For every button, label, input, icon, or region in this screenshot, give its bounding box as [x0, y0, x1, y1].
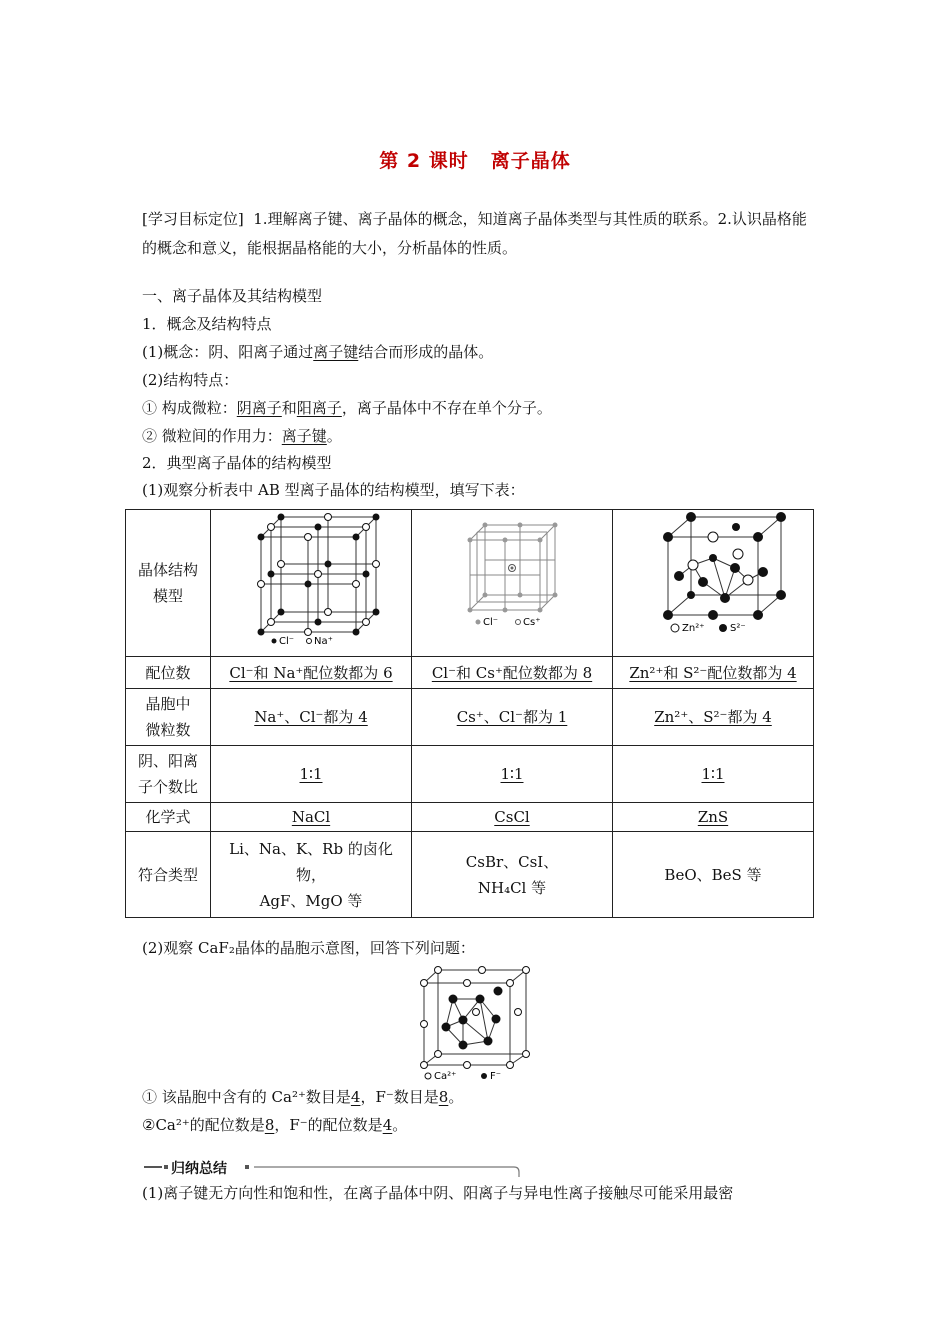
- answer-blank: 1∶1: [299, 765, 323, 783]
- answer-blank: 离子键: [313, 343, 359, 361]
- subheading-concept: 1．概念及结构特点: [142, 315, 272, 333]
- table-row: [126, 746, 814, 803]
- summary-header: [142, 1156, 520, 1178]
- table-row: [126, 657, 814, 689]
- caf2-structure-diagram: [418, 965, 533, 1083]
- objectives-text: 1.理解离子键、离子晶体的概念，知道离子晶体类型与其性质的联系。2.认识晶格能的概念和意义，能根据晶格能的大小，分析晶体的性质。: [142, 210, 807, 257]
- structure-label: (2)结构特点：: [142, 371, 239, 389]
- zns-model-cell: [613, 510, 814, 657]
- answer-blank: 4: [382, 1116, 393, 1134]
- type-cell: Li、Na、K、Rb 的卤化 物， AgF、MgO 等: [211, 832, 412, 918]
- force-line: ② 微粒间的作用力：离子键。: [142, 427, 342, 445]
- answer-blank: Cl⁻和 Cs⁺配位数都为 8: [431, 663, 593, 682]
- cscl-structure-diagram: [412, 510, 612, 648]
- answer-blank: Cl⁻和 Na⁺配位数都为 6: [229, 663, 393, 682]
- answer-blank: 1∶1: [701, 765, 725, 783]
- learning-objectives: [142, 205, 812, 263]
- answer-blank: 4: [350, 1088, 361, 1106]
- answer-blank: ZnS: [697, 808, 729, 826]
- summary-label: 归纳总结: [171, 1161, 227, 1177]
- caf2-question-1: ① 该晶胞中含有的 Ca²⁺数目是4，F⁻数目是8。: [142, 1088, 464, 1106]
- nacl-model-cell: [211, 510, 412, 657]
- answer-blank: Zn²⁺和 S²⁻配位数都为 4: [629, 663, 797, 682]
- objectives-label: [学习目标定位]: [142, 210, 244, 228]
- summary-text: (1)离子键无方向性和饱和性，在离子晶体中阴、阳离子与异电性离子接触尽可能采用最密: [142, 1184, 734, 1202]
- row-header: 化学式: [126, 803, 211, 832]
- caf2-question-2: ②Ca²⁺的配位数是8，F⁻的配位数是4。: [142, 1116, 408, 1134]
- row-header: 配位数: [126, 657, 211, 689]
- cscl-model-cell: [412, 510, 613, 657]
- answer-blank: 阴离子: [236, 399, 282, 417]
- table-row: [126, 803, 814, 832]
- answer-blank: 8: [438, 1088, 449, 1106]
- zns-structure-diagram: [613, 510, 813, 648]
- page-title: 第 2 课时 离子晶体: [379, 150, 571, 172]
- type-cell: CsBr、CsI、 NH₄Cl 等: [412, 832, 613, 918]
- concept-line: (1)概念：阴、阳离子通过离子键结合而形成的晶体。: [142, 343, 494, 361]
- svg-text:Cs⁺: Cs⁺: [523, 617, 541, 628]
- svg-text:Na⁺: Na⁺: [314, 636, 333, 647]
- answer-blank: Na⁺、Cl⁻都为 4: [254, 708, 368, 726]
- answer-blank: 1∶1: [500, 765, 524, 783]
- table-row: [126, 510, 814, 657]
- row-header: 符合类型: [126, 832, 211, 918]
- answer-blank: 阳离子: [296, 399, 342, 417]
- answer-blank: 离子键: [281, 427, 327, 445]
- answer-blank: Zn²⁺、S²⁻都为 4: [654, 708, 772, 726]
- svg-text:S²⁻: S²⁻: [730, 623, 746, 634]
- answer-blank: Cs⁺、Cl⁻都为 1: [456, 708, 568, 726]
- svg-text:Zn²⁺: Zn²⁺: [682, 623, 705, 634]
- svg-text:Ca²⁺: Ca²⁺: [434, 1071, 457, 1082]
- subheading-models: 2．典型离子晶体的结构模型: [142, 454, 332, 472]
- answer-blank: NaCl: [291, 808, 331, 826]
- row-header: 阴、阳离 子个数比: [126, 746, 211, 803]
- type-cell: BeO、BeS 等: [613, 832, 814, 918]
- row-header: 晶体结构 模型: [126, 510, 211, 657]
- caf2-instruction: (2)观察 CaF₂晶体的晶胞示意图，回答下列问题：: [142, 939, 475, 957]
- svg-text:F⁻: F⁻: [490, 1071, 502, 1082]
- particles-line: ① 构成微粒：阴离子和阳离子，离子晶体中不存在单个分子。: [142, 399, 552, 417]
- table-instruction: (1)观察分析表中 AB 型离子晶体的结构模型，填写下表：: [142, 481, 525, 499]
- section-heading: 一、离子晶体及其结构模型: [142, 287, 323, 305]
- crystal-table: [125, 509, 814, 918]
- table-row: [126, 689, 814, 746]
- nacl-structure-diagram: [211, 510, 411, 648]
- svg-text:Cl⁻: Cl⁻: [279, 636, 295, 647]
- answer-blank: 8: [264, 1116, 275, 1134]
- row-header: 晶胞中 微粒数: [126, 689, 211, 746]
- svg-text:Cl⁻: Cl⁻: [483, 617, 499, 628]
- table-row: [126, 832, 814, 918]
- answer-blank: CsCl: [494, 808, 530, 826]
